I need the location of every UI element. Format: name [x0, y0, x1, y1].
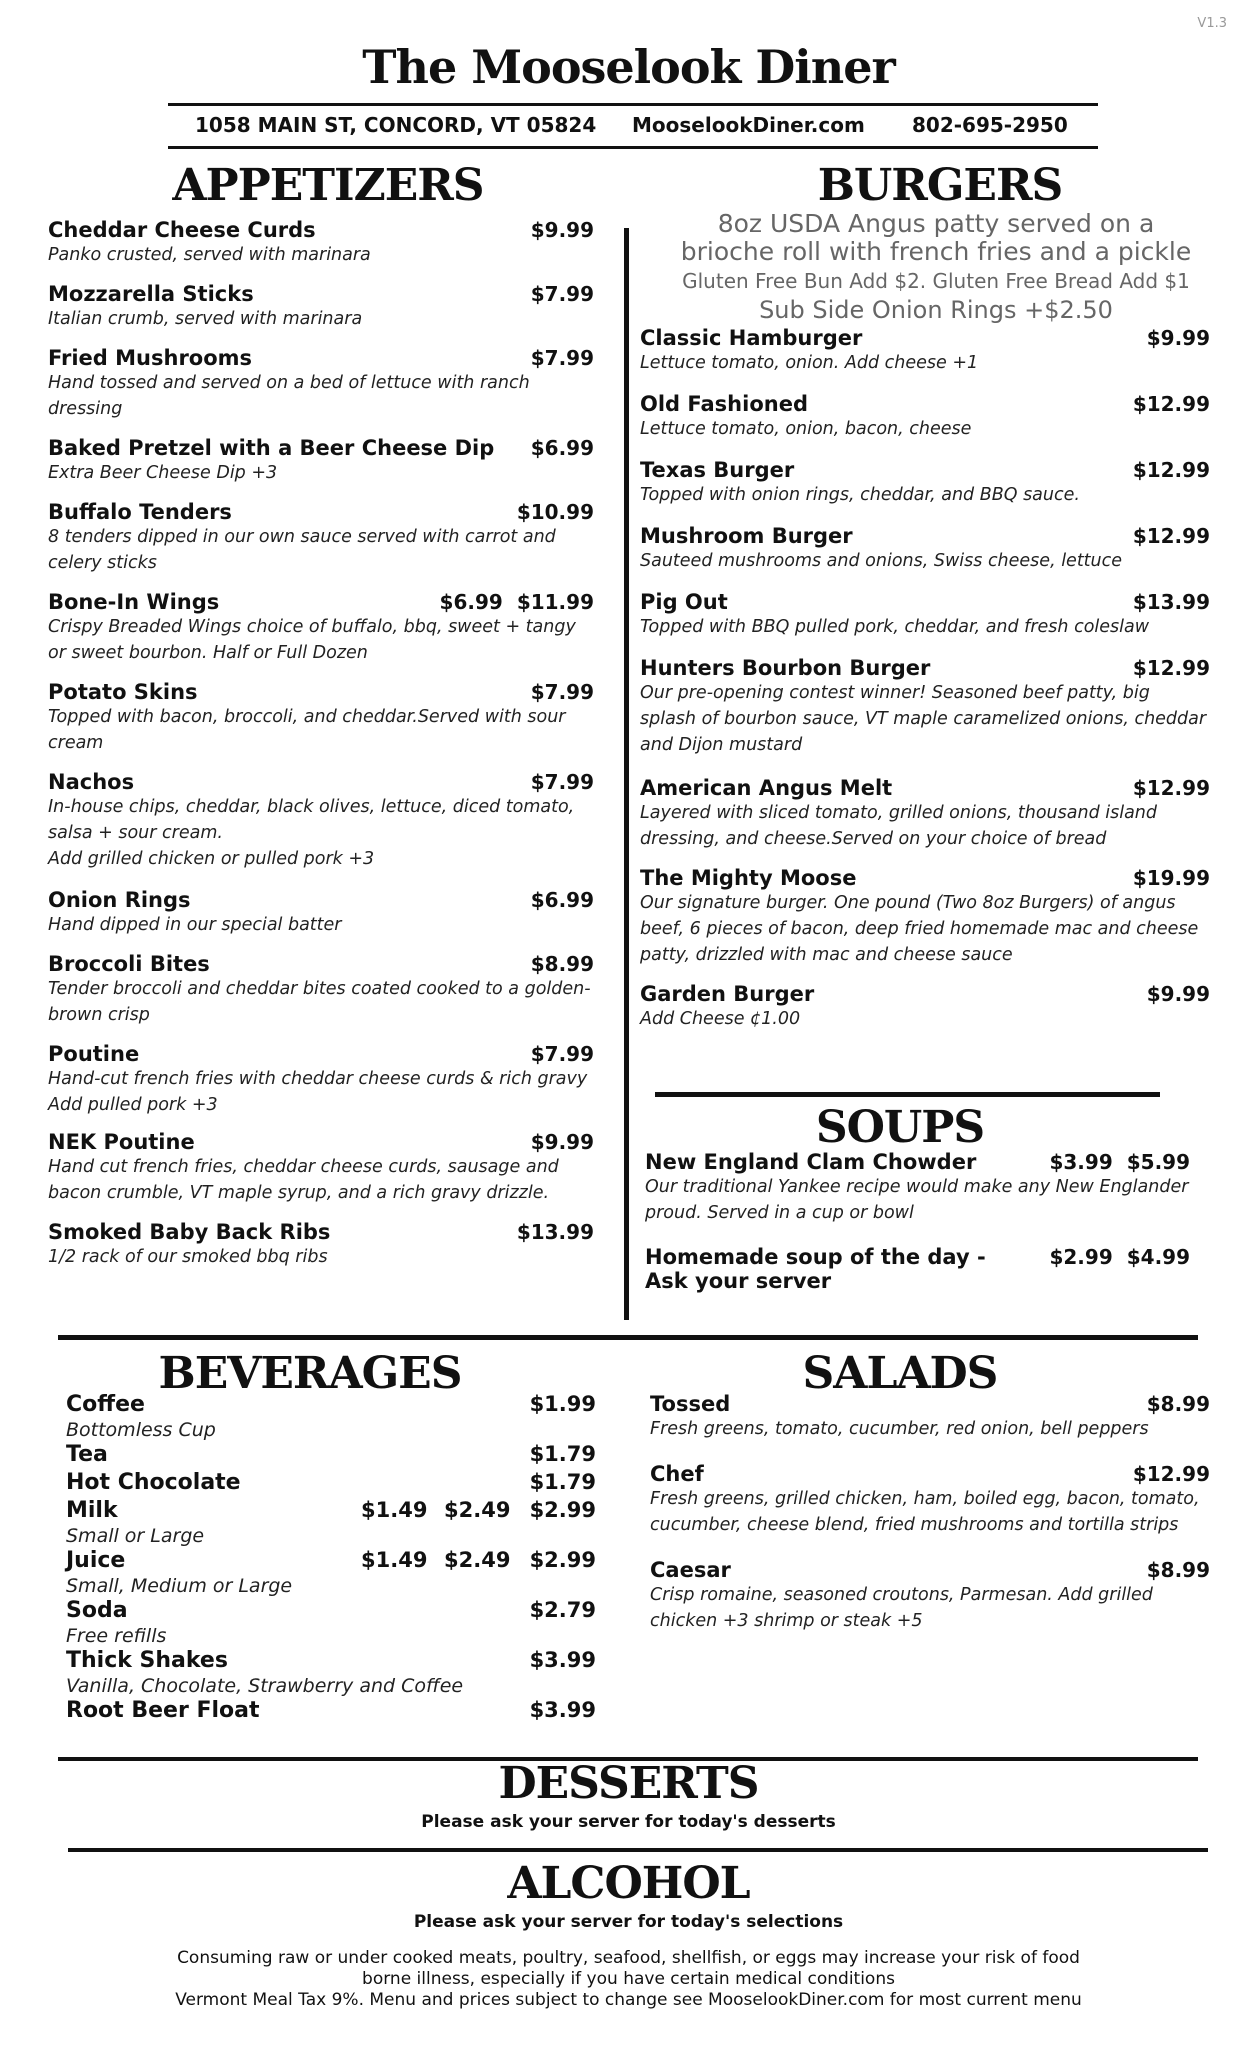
appetizers-item — [48, 888, 594, 938]
item-price — [531, 218, 594, 242]
burgers-title: BURGERS — [817, 160, 1063, 211]
item-price — [517, 1220, 594, 1244]
price-value: $13.99 — [1132, 590, 1210, 614]
website: MooselookDiner.com — [632, 113, 865, 137]
item-name: Milk — [66, 1498, 118, 1523]
item-row — [48, 952, 594, 976]
item-name: Mushroom Burger — [640, 524, 853, 548]
item-row — [640, 590, 1210, 614]
item-price — [531, 952, 594, 976]
item-row — [66, 1498, 596, 1524]
item-description: Vanilla, Chocolate, Strawberry and Coffee — [66, 1675, 464, 1697]
price-value: $9.99 — [530, 1130, 594, 1154]
item-name: Garden Burger — [640, 982, 815, 1006]
appetizers-item — [48, 680, 594, 756]
salads-item — [650, 1558, 1210, 1634]
address: 1058 MAIN ST, CONCORD, VT 05824 — [195, 113, 597, 137]
desserts-note: Please ask your server for today's desserts — [421, 1812, 836, 1832]
item-price — [1147, 1558, 1210, 1582]
item-name: Juice — [66, 1548, 126, 1573]
price-value: $12.99 — [1132, 524, 1210, 548]
item-description: 1/2 rack of our smoked bbq ribs — [48, 1247, 328, 1267]
salads-item — [650, 1392, 1210, 1442]
item-row — [640, 524, 1210, 548]
item-description: Fresh greens, grilled chicken, ham, boiled egg, bacon, tomato, cucumber, cheese blend, fried mushrooms and tortilla strips — [650, 1489, 1200, 1535]
price-value-large: $4.99 — [1126, 1245, 1190, 1269]
beverages-item — [66, 1498, 596, 1548]
item-row — [645, 1150, 1190, 1174]
item-row — [640, 656, 1210, 680]
price-value: $6.99 — [530, 888, 594, 912]
price-value: $7.99 — [530, 770, 594, 794]
item-price — [531, 282, 594, 306]
item-name: Tea — [66, 1442, 108, 1467]
item-row — [48, 346, 594, 370]
price-value: $9.99 — [1146, 982, 1210, 1006]
item-price — [531, 680, 594, 704]
item-price — [1133, 776, 1210, 800]
price-value: $12.99 — [1132, 458, 1210, 482]
beverages-item — [66, 1548, 596, 1598]
price-value-large: $11.99 — [516, 590, 594, 614]
item-description: Hand cut french fries, cheddar cheese curds, sausage and bacon crumble, VT maple syrup, and a rich gravy drizzle. — [48, 1157, 559, 1203]
price-large: $3.99 — [529, 1698, 596, 1722]
column-divider — [624, 228, 629, 1320]
price-value: $7.99 — [530, 680, 594, 704]
item-row — [640, 776, 1210, 800]
alcohol-note: Please ask your server for today's selections — [413, 1912, 844, 1932]
item-price — [531, 436, 594, 460]
appetizers-item — [48, 590, 594, 666]
price-value: $12.99 — [1132, 392, 1210, 416]
header-rule-bottom — [168, 146, 1098, 149]
item-price — [1133, 458, 1210, 482]
item-name: Cheddar Cheese Curds — [48, 218, 316, 242]
alcohol-title: ALCOHOL — [507, 1858, 750, 1909]
item-description: Hand-cut french fries with cheddar cheese curds & rich gravy — [48, 1069, 588, 1089]
item-row — [66, 1548, 596, 1574]
item-price — [531, 888, 594, 912]
item-name: Hunters Bourbon Burger — [640, 656, 931, 680]
item-description: Small or Large — [66, 1525, 205, 1547]
item-name: Bone-In Wings — [48, 590, 220, 614]
price-value: $19.99 — [1132, 866, 1210, 890]
item-price — [1049, 1245, 1190, 1269]
item-row — [48, 590, 594, 614]
item-description: Tender broccoli and cheddar bites coated cooked to a golden-brown crisp — [48, 979, 591, 1025]
item-description: Lettuce tomato, onion, bacon, cheese — [640, 419, 972, 439]
burgers-intro-line-2: brioche roll with french fries and a pickle — [680, 237, 1192, 266]
item-description: Topped with BBQ pulled pork, cheddar, and fresh coleslaw — [640, 617, 1150, 637]
item-name: Thick Shakes — [66, 1648, 228, 1673]
burgers-item — [640, 326, 1210, 376]
item-row — [640, 326, 1210, 350]
beverages-item — [66, 1698, 596, 1724]
price-value: $12.99 — [1132, 1462, 1210, 1486]
price-large: $2.99 — [529, 1498, 596, 1522]
item-row — [66, 1648, 596, 1674]
salads-item — [650, 1462, 1210, 1538]
item-description: Lettuce tomato, onion. Add cheese +1 — [640, 353, 979, 373]
item-name: Chef — [650, 1462, 704, 1486]
item-price — [1133, 866, 1210, 890]
price-value: $12.99 — [1132, 656, 1210, 680]
item-name: Potato Skins — [48, 680, 198, 704]
soups-title: SOUPS — [815, 1102, 985, 1153]
item-price — [517, 500, 594, 524]
item-description-extra: Add grilled chicken or pulled pork +3 — [48, 849, 375, 869]
appetizers-item — [48, 1220, 594, 1270]
burgers-item — [640, 866, 1210, 968]
item-description: In-house chips, cheddar, black olives, lettuce, diced tomato, salsa + sour cream. — [48, 797, 575, 843]
appetizers-item — [48, 436, 594, 486]
item-description: Bottomless Cup — [66, 1419, 216, 1441]
beverages-item — [66, 1470, 596, 1496]
burgers-item — [640, 982, 1210, 1032]
beverages-item — [66, 1442, 596, 1468]
salads-title: SALADS — [802, 1348, 998, 1399]
price-medium: $2.49 — [444, 1498, 511, 1522]
item-name: Poutine — [48, 1042, 140, 1066]
item-description: Crispy Breaded Wings choice of buffalo, bbq, sweet + tangy or sweet bourbon. Half or Full Dozen — [48, 617, 576, 663]
beverages-item — [66, 1598, 596, 1648]
item-description: Our pre-opening contest winner! Seasoned beef patty, big splash of bourbon sauce, VT maple caramelized onions, cheddar and Dijon mustard — [640, 683, 1207, 755]
soups-item — [645, 1245, 1190, 1293]
item-row — [48, 500, 594, 524]
item-name: Pig Out — [640, 590, 728, 614]
header-rule-top — [168, 103, 1098, 106]
appetizers-item — [48, 770, 594, 872]
item-row — [48, 680, 594, 704]
burgers-item — [640, 590, 1210, 640]
price-large: $2.99 — [529, 1548, 596, 1572]
appetizers-item — [48, 500, 594, 576]
soups-rule — [655, 1092, 1160, 1097]
appetizers-item — [48, 1042, 594, 1118]
item-price — [1133, 656, 1210, 680]
price-value: $12.99 — [1132, 776, 1210, 800]
item-name: Tossed — [650, 1392, 731, 1416]
item-row — [66, 1698, 596, 1724]
footer-line-2: borne illness, especially if you have certain medical conditions — [362, 1969, 895, 1989]
burgers-item — [640, 458, 1210, 508]
item-name: Baked Pretzel with a Beer Cheese Dip — [48, 436, 495, 460]
item-name: Classic Hamburger — [640, 326, 863, 350]
appetizers-title: APPETIZERS — [172, 160, 484, 211]
item-row — [640, 982, 1210, 1006]
item-description: Our signature burger. One pound (Two 8oz Burgers) of angus beef, 6 pieces of bacon, deep fried homemade mac and cheese patty, drizzled with mac and cheese sauce — [640, 893, 1199, 965]
item-description: Fresh greens, tomato, cucumber, red onion, bell peppers — [650, 1419, 1149, 1439]
restaurant-title: The Mooselook Diner — [362, 40, 895, 94]
item-description: Topped with onion rings, cheddar, and BBQ sauce. — [640, 485, 1080, 505]
item-description: Add Cheese ¢1.00 — [640, 1009, 801, 1029]
item-name: Soda — [66, 1598, 128, 1623]
appetizers-item — [48, 952, 594, 1028]
item-price — [531, 1130, 594, 1154]
item-description: Italian crumb, served with marinara — [48, 309, 363, 329]
item-row — [48, 436, 594, 460]
item-name: The Mighty Moose — [640, 866, 857, 890]
item-row — [645, 1245, 1190, 1293]
price-small: $1.49 — [361, 1548, 428, 1572]
item-row — [650, 1462, 1210, 1486]
price-value: $8.99 — [530, 952, 594, 976]
desserts-title: DESSERTS — [498, 1758, 759, 1809]
item-price — [1147, 1392, 1210, 1416]
burgers-item — [640, 524, 1210, 574]
footer-line-3: Vermont Meal Tax 9%. Menu and prices subject to change see MooselookDiner.com for most current menu — [175, 1990, 1082, 2010]
price-value: $2.99 — [1049, 1245, 1113, 1269]
phone: 802-695-2950 — [912, 113, 1068, 137]
item-description: Crisp romaine, seasoned croutons, Parmesan. Add grilled chicken +3 shrimp or steak +5 — [650, 1585, 1153, 1631]
beverages-item — [66, 1648, 596, 1698]
version-label: V1.3 — [1197, 16, 1227, 31]
item-name: Fried Mushrooms — [48, 346, 253, 370]
item-price — [531, 1042, 594, 1066]
burgers-item — [640, 656, 1210, 758]
burgers-item — [640, 392, 1210, 442]
item-name: Onion Rings — [48, 888, 191, 912]
item-row — [640, 458, 1210, 482]
footer — [0, 1948, 1257, 2011]
item-price — [1147, 982, 1210, 1006]
item-description: Topped with bacon, broccoli, and cheddar.Served with sour cream — [48, 707, 566, 753]
item-price — [1049, 1150, 1190, 1174]
item-name: Nachos — [48, 770, 135, 794]
item-price — [1133, 392, 1210, 416]
price-value: $9.99 — [1146, 326, 1210, 350]
item-description: Layered with sliced tomato, grilled onions, thousand island dressing, and cheese.Served on your choice of bread — [640, 803, 1158, 849]
price-value: $8.99 — [1146, 1392, 1210, 1416]
item-description: Hand tossed and served on a bed of lettuce with ranch dressing — [48, 373, 530, 419]
price-value: $8.99 — [1146, 1558, 1210, 1582]
item-name: New England Clam Chowder — [645, 1150, 977, 1174]
item-row — [66, 1442, 596, 1468]
item-name: Buffalo Tenders — [48, 500, 232, 524]
item-price — [1133, 524, 1210, 548]
price-value: $6.99 — [439, 590, 503, 614]
item-price — [1147, 326, 1210, 350]
item-name: Homemade soup of the day - Ask your server — [645, 1245, 986, 1293]
price-value: $9.99 — [530, 218, 594, 242]
item-price — [440, 590, 594, 614]
price-large: $2.79 — [529, 1598, 596, 1622]
item-name: Coffee — [66, 1392, 145, 1417]
soups-item — [645, 1150, 1190, 1226]
beverages-title: BEVERAGES — [158, 1348, 462, 1399]
item-row — [66, 1470, 596, 1496]
item-price — [531, 346, 594, 370]
item-description: Hand dipped in our special batter — [48, 915, 342, 935]
item-row — [48, 282, 594, 306]
item-name: Mozzarella Sticks — [48, 282, 254, 306]
item-description: Sauteed mushrooms and onions, Swiss cheese, lettuce — [640, 551, 1123, 571]
section-divider-1 — [58, 1335, 1198, 1340]
item-row — [48, 770, 594, 794]
item-name: Texas Burger — [640, 458, 795, 482]
item-description: Extra Beer Cheese Dip +3 — [48, 463, 278, 483]
appetizers-item — [48, 282, 594, 332]
appetizers-item — [48, 1130, 594, 1206]
price-value: $7.99 — [530, 1042, 594, 1066]
item-name: Old Fashioned — [640, 392, 808, 416]
beverages-item — [66, 1392, 596, 1442]
item-row — [66, 1598, 596, 1624]
burgers-intro-line-3: Gluten Free Bun Add $2. Gluten Free Bread Add $1 — [682, 269, 1190, 293]
burgers-intro-line-1: 8oz USDA Angus patty served on a — [717, 209, 1155, 238]
price-value: $7.99 — [530, 346, 594, 370]
item-row — [650, 1558, 1210, 1582]
burgers-item — [640, 776, 1210, 852]
price-value: $7.99 — [530, 282, 594, 306]
item-price — [531, 770, 594, 794]
item-row — [48, 1130, 594, 1154]
price-large: $3.99 — [529, 1648, 596, 1672]
price-value: $6.99 — [530, 436, 594, 460]
footer-line-1: Consuming raw or under cooked meats, poultry, seafood, shellfish, or eggs may increase your risk of food — [177, 1948, 1080, 1968]
item-row — [640, 866, 1210, 890]
item-name: NEK Poutine — [48, 1130, 195, 1154]
section-divider-3 — [68, 1848, 1208, 1852]
item-description: 8 tenders dipped in our own sauce served with carrot and celery sticks — [48, 527, 556, 573]
item-name: Hot Chocolate — [66, 1470, 241, 1495]
item-name: Smoked Baby Back Ribs — [48, 1220, 331, 1244]
price-large: $1.79 — [529, 1470, 596, 1494]
price-value: $3.99 — [1049, 1150, 1113, 1174]
item-price — [1133, 590, 1210, 614]
item-name: Root Beer Float — [66, 1698, 260, 1723]
price-large: $1.99 — [529, 1392, 596, 1416]
price-value-large: $5.99 — [1126, 1150, 1190, 1174]
item-name: American Angus Melt — [640, 776, 893, 800]
item-description: Panko crusted, served with marinara — [48, 245, 371, 265]
item-description: Free refills — [66, 1625, 167, 1647]
burgers-intro-line-4: Sub Side Onion Rings +$2.50 — [759, 296, 1113, 324]
item-description-extra: Add pulled pork +3 — [48, 1095, 218, 1115]
item-name: Broccoli Bites — [48, 952, 210, 976]
price-large: $1.79 — [529, 1442, 596, 1466]
item-description: Our traditional Yankee recipe would make any New Englander proud. Served in a cup or bowl — [645, 1177, 1189, 1223]
price-medium: $2.49 — [444, 1548, 511, 1572]
price-small: $1.49 — [361, 1498, 428, 1522]
item-row — [48, 888, 594, 912]
price-value: $10.99 — [516, 500, 594, 524]
item-row — [640, 392, 1210, 416]
item-row — [48, 1220, 594, 1244]
item-row — [650, 1392, 1210, 1416]
appetizers-item — [48, 218, 594, 268]
item-row — [66, 1392, 596, 1418]
item-row — [48, 1042, 594, 1066]
price-value: $13.99 — [516, 1220, 594, 1244]
item-description: Small, Medium or Large — [66, 1575, 293, 1597]
item-name: Caesar — [650, 1558, 731, 1582]
item-row — [48, 218, 594, 242]
burgers-intro — [636, 210, 1236, 324]
appetizers-item — [48, 346, 594, 422]
item-price — [1133, 1462, 1210, 1486]
